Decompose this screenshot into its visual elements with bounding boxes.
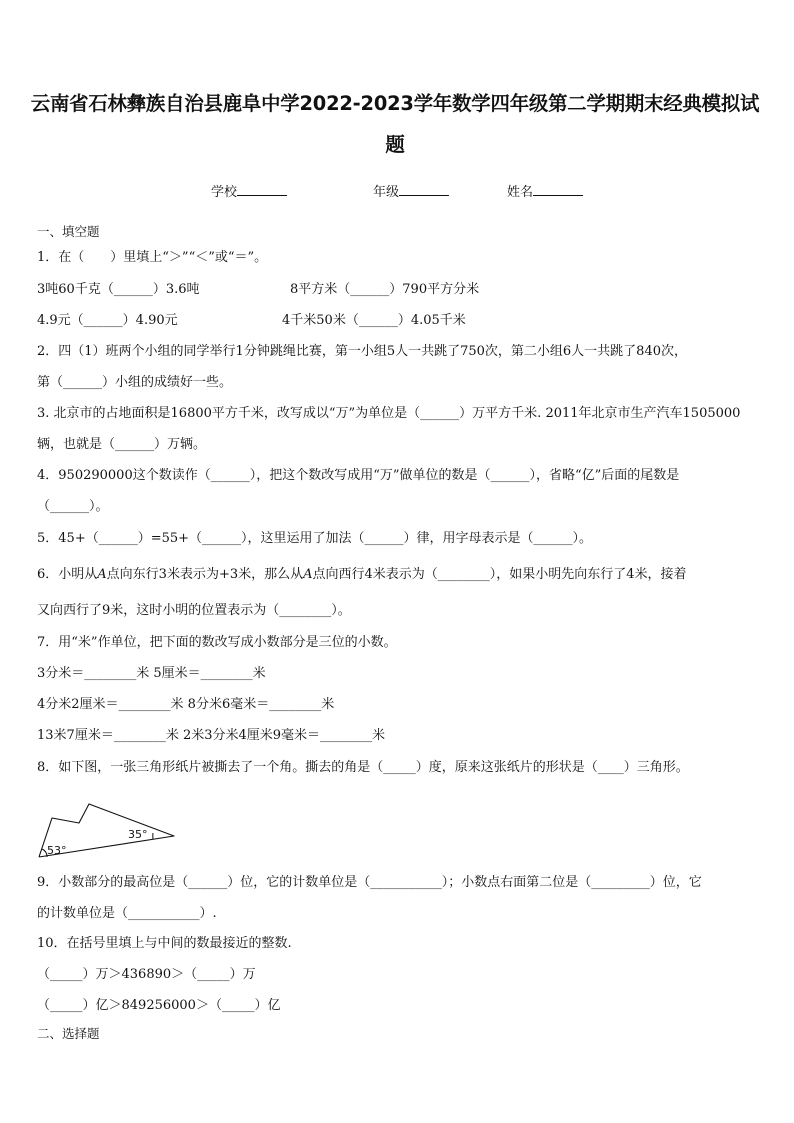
school-blank[interactable]: [237, 183, 287, 196]
grade-blank[interactable]: [399, 183, 449, 196]
question-8-stem: 8．如下图，一张三角形纸片被撕去了一个角。撕去的角是（_____）度，原来这张纸片的形状是（____）三角形。: [37, 760, 689, 775]
point-label-a: A: [97, 567, 107, 582]
question-10-stem: 10．在括号里填上与中间的数最接近的整数.: [37, 936, 292, 951]
question-10-row-2: （_____）亿＞849256000＞（_____）亿: [37, 998, 281, 1013]
question-4-line-2: （______）。: [37, 499, 109, 514]
question-6-text-b: 点向东行3米表示为+3米，那么从: [106, 567, 304, 582]
question-1-item-c: 4.9元（______）4.90元: [37, 313, 178, 328]
name-field: [507, 181, 583, 200]
question-3-line-2: 辆，也就是（______）万辆。: [37, 437, 207, 452]
question-4-line-1: 4．950290000这个数读作（______），把这个数改写成用“万”做单位的数是（______），省略“亿”后面的尾数是: [37, 468, 680, 483]
question-1-item-b: 8平方米（______）790平方分米: [290, 282, 480, 297]
name-label: 姓名: [507, 185, 534, 200]
question-7-row-3: 13米7厘米＝________米 2米3分米4厘米9毫米＝________米: [37, 728, 386, 743]
grade-field: [373, 181, 449, 200]
question-3-line-1: 3. 北京市的占地面积是16800平方千米，改写成以“万”为单位是（______）万平方千米. 2011年北京市生产汽车1505000: [37, 406, 741, 421]
question-7-row-2: 4分米2厘米＝________米 8分米6毫米＝________米: [37, 697, 335, 712]
question-1-item-d: 4千米50米（______）4.05千米: [282, 313, 466, 328]
question-1-stem: 1．在（ ）里填上“＞”“＜”或“＝”。: [37, 250, 268, 265]
question-6-text-c: 点向西行4米表示为（________），如果小明先向东行了4米，接着: [312, 567, 687, 582]
question-6-line-2: 又向西行了9米，这时小明的位置表示为（________）。: [37, 603, 351, 618]
exam-title: 云南省石林彝族自治县鹿阜中学2022-2023学年数学四年级第二学期期末经典模拟试: [30, 92, 760, 115]
name-blank[interactable]: [533, 183, 583, 196]
section-heading-multiple-choice: 二、选择题: [37, 1026, 100, 1041]
question-9-line-2: 的计数单位是（___________）.: [37, 906, 217, 921]
question-2-line-2: 第（______）小组的成绩好一些。: [37, 375, 233, 390]
grade-label: 年级: [373, 185, 400, 200]
question-9-line-1: 9．小数部分的最高位是（______）位，它的计数单位是（___________）；小数点右面第二位是（_________）位，它: [37, 875, 702, 890]
section-heading-fill-blank: 一、填空题: [37, 224, 100, 239]
question-7-stem: 7．用“米”作单位，把下面的数改写成小数部分是三位的小数。: [37, 635, 397, 650]
angle-label-left: 53°: [47, 844, 67, 857]
question-5-line-1: 5．45+（______）=55+（______），这里运用了加法（______）律，用字母表示是（______）。: [37, 531, 593, 546]
question-2-line-1: 2．四（1）班两个小组的同学举行1分钟跳绳比赛，第一小组5人一共跳了750次，第二小组6人一共跳了840次，: [37, 344, 687, 359]
school-label: 学校: [211, 185, 238, 200]
angle-label-right: 35°: [128, 828, 148, 841]
point-label-a-repeat: A: [303, 567, 313, 582]
exam-title-continued: 题: [385, 133, 405, 156]
question-6-line-1: [37, 567, 687, 583]
question-10-row-1: （_____）万＞436890＞（_____）万: [37, 967, 256, 982]
question-1-item-a: 3吨60千克（______）3.6吨: [37, 282, 200, 297]
question-7-row-1: 3分米＝________米 5厘米＝________米: [37, 666, 266, 681]
torn-triangle-figure: [36, 800, 181, 862]
question-6-text-a: 6．小明从: [37, 567, 98, 582]
school-field: [211, 181, 287, 200]
